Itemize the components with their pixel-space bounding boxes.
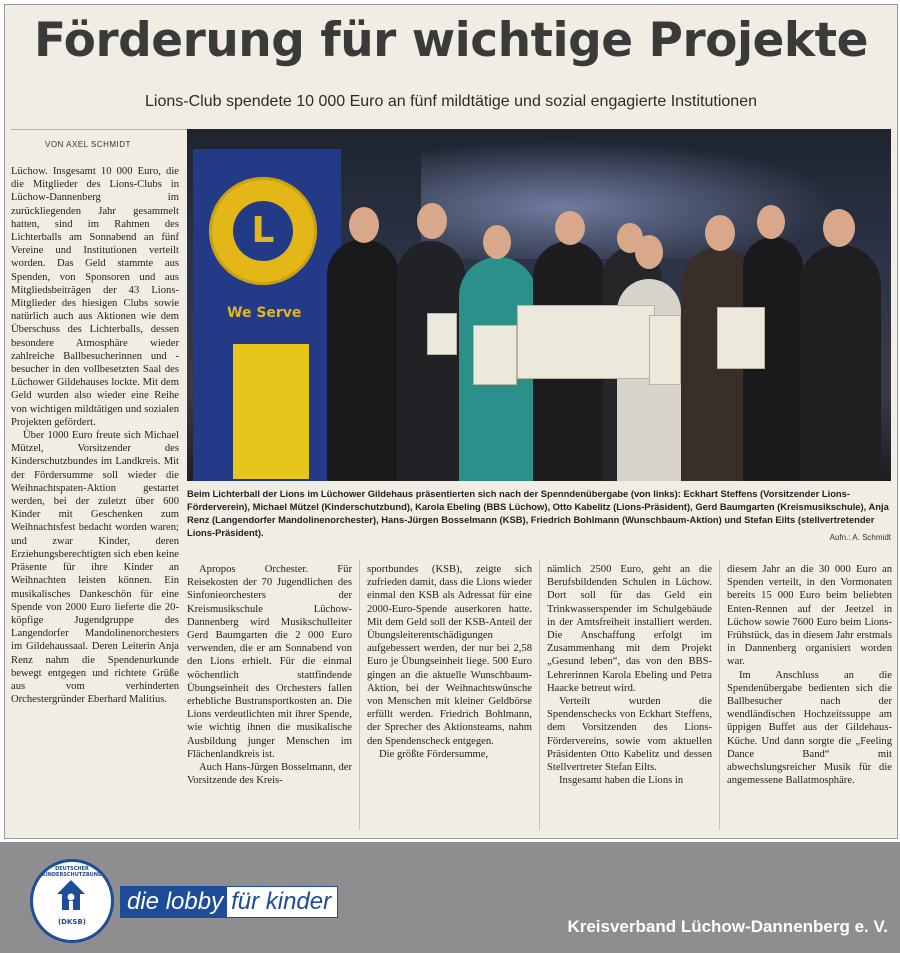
article-column-3 (367, 563, 532, 761)
paragraph: Apropos Orchester. Für Reisekosten der 70 Jugendlichen des Sinfonieorchesters der Kreismusikschule Lüchow-Dannenberg wird Musikschulleiter Gerd Baumgarten die 2 000 Euro verwenden, die er am Sonnabend von den Lions erhielt. Für die einmal wöchentlich stattfindende Übungseinheit des Orchesters fallen erhebliche Bustransportkosten an. Die Lions verdeutlichten mit ihrer Spende, wie wichtig ihnen die musikalische Ausbildung junger Menschen im Flächenlandkreis ist. (187, 564, 352, 760)
article-column-4 (547, 563, 712, 787)
organization-name: Kreisverband Lüchow-Dannenberg e. V. (567, 917, 888, 936)
donation-certificate (717, 307, 765, 369)
donation-certificate (427, 313, 457, 355)
paragraph: Die größte Fördersumme, (379, 748, 489, 760)
person-head (635, 235, 663, 269)
donation-cheque (517, 305, 655, 379)
paragraph: Im Anschluss an die Spendenübergabe bedienten sich die Ballbesucher nach der wendländischen Hochzeitssuppe am üppigen Buffet aus der Gildehaus-Küche. Und dann sorgte die „Feeling Dance Band“ mit abwechslungsreicher Musik für die angemessene Ballatmosphäre. (727, 669, 892, 787)
subheadline: Lions-Club spendete 10 000 Euro an fünf mildtätige und sozial engagierte Institutionen (145, 93, 757, 110)
lobby-slogan-logo (120, 886, 338, 918)
newspaper-clipping (4, 4, 898, 839)
lobby-slogan-part1: die lobby (121, 887, 227, 917)
photo-credit: Aufn.: A. Schmidt (829, 533, 891, 542)
photo-caption: Beim Lichterball der Lions im Lüchower Gildehaus präsentierten sich nach der Spenndenübergabe (von links): Eckhart Steffens (Vorsitzender Lions-Förderverein), Michael Mützel (Kinderschutzbund), Karola Ebeling (BBS Lüchow), Otto Kabelitz (Lions-Präsident), Gerd Baumgarten (Kreismusikschule), Anja Renz (Langendorfer Mandolinenorchester), Hans-Jürgen Bosselmann (KSB), Friedrich Bohlmann (Wunschbaum-Aktion) und Stefan Eilts (stellvertretender Lions-Präsident). (187, 488, 889, 538)
lions-banner (193, 149, 341, 481)
article-column-1 (11, 165, 179, 706)
lions-logo-letter: L (233, 201, 293, 261)
event-photo (187, 129, 891, 481)
donation-certificate (473, 325, 517, 385)
article-column-2 (187, 563, 352, 787)
person-head (757, 205, 785, 239)
person-head (483, 225, 511, 259)
author-line: VON AXEL SCHMIDT (45, 140, 131, 149)
paragraph: diesem Jahr an die 30 000 Euro an Spenden verteilt, in den Vormonaten bereits 15 000 Euro beim beliebten Enten-Rennen auf der Jeetzel in Lüchow sowie 7600 Euro beim Lions-Frühstück, das in diesem Jahr erstmals in Dannenberg organisiert worden war. (727, 564, 892, 668)
person-silhouette (327, 239, 399, 481)
seal-bottom-text: (DKSB) (57, 918, 86, 926)
seal-top-text: DEUTSCHER KINDERSCHUTZBUND (41, 866, 103, 878)
paragraph: Lüchow. Insgesamt 10 000 Euro, die die Mitglieder des Lions-Clubs in Lüchow-Dannenberg im zurückliegenden Jahr gesammelt hatten, sind im Rahmen des Lichterballs am Sonnabend an fünf Vereine und Institutionen verteilt worden. Das Geld stammte aus Spenden, von Sponsoren und aus Mitgliedsbeiträgen der 43 Lions-Mitglieder des hiesigen Clubs sowie natürlich auch aus Aktionen wie dem Überschuss des Lichterballs, dessen besondere Atmosphäre wieder zahlreiche Ballbesucherinnen und -besucher in den vollbesetzten Saal des Lüchower Gildehauses lockte. Mit dem Geld wurden also wieder eine Reihe von wichtigen mildtätigen und sozialen Projekten gefördert. (11, 166, 179, 428)
person-silhouette (799, 245, 881, 481)
column-divider (539, 560, 540, 830)
banner-slogan: We Serve (227, 305, 302, 321)
person-head (823, 209, 855, 247)
paragraph: sportbundes (KSB), zeigte sich zufrieden damit, dass die Lions wieder einmal den KSB als Adressat für eine 2000-Euro-Spende auserkoren hatte. Mit dem Geld soll der KSB-Anteil der Übungsleiterentschädigungen aufgebessert werden, der nur bei 2,58 Euro je Übungseinheit liege. 500 Euro gingen an die aktuelle Wunschbaum-Aktion, bei der Weihnachtswünsche von Menschen mit kleiner Geldbörse erfüllt werden. Friedrich Bohlmann, der Sprecher des Aktionsteams, nahm den Spendenscheck entgegen. (367, 564, 532, 747)
person-head (349, 207, 379, 243)
person-head (705, 215, 735, 251)
paragraph: Verteilt wurden die Spendenschecks von Eckhart Steffens, dem Vorsitzenden des Lions-Fördervereins, sowie vom aktuellen Präsidenten Otto Kabelitz und dessen Stellvertreter Stefan Eilts. (547, 696, 712, 774)
donation-certificate (649, 315, 681, 385)
paragraph: nämlich 2500 Euro, geht an die Berufsbildenden Schulen in Lüchow. Dort soll für das Geld ein Trinkwasserspender im Schulgebäude in der Amtsfreiheit installiert werden. Die Anschaffung erfolgt im Zusammenhang mit dem Projekt „Gesund leben“, das von den BBS-Lehrerinnen Karola Ebeling und Petra Haacke betreut wird. (547, 564, 712, 694)
column-divider (719, 560, 720, 830)
lions-logo-icon (209, 177, 317, 285)
column-divider (359, 560, 360, 830)
banner-yellow-panel (233, 344, 309, 479)
footer-bar (0, 842, 900, 953)
lobby-slogan-part2: für kinder (231, 888, 332, 915)
paragraph: Auch Hans-Jürgen Bosselmann, der Vorsitzende des Kreis- (187, 762, 352, 787)
article-column-5 (727, 563, 892, 787)
paragraph: Über 1000 Euro freute sich Michael Mützel, Vorsitzender des Kinderschutzbundes im Landkreis. Mit der Fördersumme soll wieder die Weihnachtspaten-Aktion gestartet werden, bei der zuletzt über 600 Kinder mit Geschenken zum Weihnachtsfest bedacht worden waren; und zwar Kinder, deren Erziehungsberechtigten sich eben keine Präsente für ihre Kinder an Weihnachten leisten können. Ein musikalisches Dankeschön für eine Spende von 2000 Euro lieferte die 20-köpfige Jugendgruppe des Langendorfer Mandolinenorchesters im Gildehaussaal. Deren Leiterin Anja Renz nahm die Spendenurkunde bewegt entgegen und richtete Grüße aus vom verhinderten Orchestergründer Eberhard Malitius. (11, 430, 179, 706)
person-head (555, 211, 585, 245)
headline: Förderung für wichtige Projekte (33, 13, 869, 68)
house-icon (57, 880, 85, 910)
dksb-seal-logo (30, 859, 114, 943)
person-head (417, 203, 447, 239)
paragraph: Insgesamt haben die Lions in (559, 775, 684, 787)
person-silhouette (397, 241, 465, 481)
